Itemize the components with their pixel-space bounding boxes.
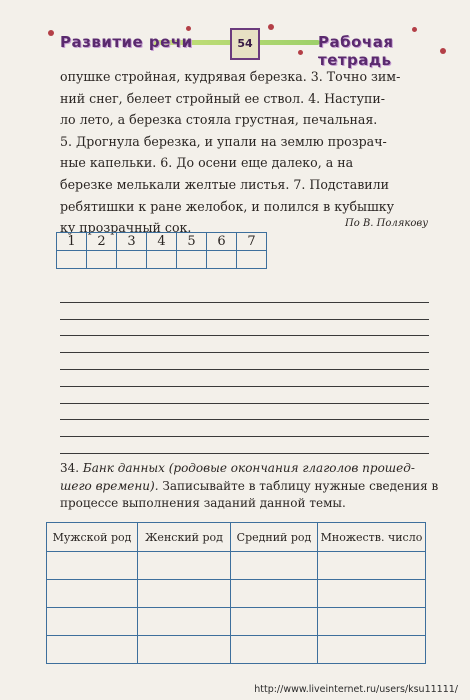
- task-line: процессе выполнения заданий данной темы.: [60, 496, 346, 510]
- column-header-feminine: Женский род: [138, 523, 231, 552]
- answer-cell[interactable]: [177, 251, 207, 269]
- task-number: 34.: [60, 461, 80, 475]
- passage-source: По В. Полякову: [345, 218, 428, 229]
- table-cell[interactable]: [47, 552, 138, 580]
- brand-title-right: Рабочая тетрадь: [318, 33, 394, 69]
- decor-dot: [186, 26, 191, 31]
- table-cell[interactable]: [138, 580, 231, 608]
- data-bank-table: [46, 522, 426, 664]
- passage-line: ло лето, а березка стояла грустная, печальная.: [60, 112, 378, 128]
- decor-dot: [412, 27, 417, 32]
- table-cell[interactable]: [47, 636, 138, 664]
- passage-line: ребятишки к ране желобок, и полился в кубышку: [60, 198, 395, 214]
- table-row: [47, 580, 426, 608]
- number-grid-cell: 7: [237, 233, 267, 251]
- source-url: http://www.liveinternet.ru/users/ksu11111/: [254, 684, 458, 695]
- answer-cell[interactable]: [147, 251, 177, 269]
- task-note: (родовые окончания глаголов прошед-: [168, 461, 415, 475]
- column-header-masculine: Мужской род: [47, 523, 138, 552]
- writing-line[interactable]: [60, 387, 429, 404]
- answer-cell[interactable]: [237, 251, 267, 269]
- column-header-plural: Множеств. число: [318, 523, 426, 552]
- table-cell[interactable]: [47, 608, 138, 636]
- table-cell[interactable]: [231, 552, 318, 580]
- table-row: [47, 552, 426, 580]
- task-line: [60, 478, 439, 496]
- task-instruction: Записывайте в таблицу нужные сведения в: [158, 478, 439, 493]
- table-cell[interactable]: [138, 608, 231, 636]
- answer-cell[interactable]: [207, 251, 237, 269]
- task-title: Банк данных: [82, 461, 165, 475]
- table-cell[interactable]: [47, 580, 138, 608]
- table-cell[interactable]: [318, 608, 426, 636]
- number-grid: [56, 232, 267, 269]
- bank-table-header-row: [47, 523, 426, 552]
- answer-cell[interactable]: [57, 251, 87, 269]
- table-cell[interactable]: [318, 580, 426, 608]
- writing-line[interactable]: [60, 437, 429, 454]
- table-cell[interactable]: [231, 580, 318, 608]
- table-cell[interactable]: [138, 552, 231, 580]
- brand-title-left: Развитие речи: [60, 33, 193, 51]
- page-number: 54: [230, 28, 260, 60]
- number-grid-cell: 6: [207, 233, 237, 251]
- writing-line[interactable]: [60, 303, 429, 320]
- decor-dot: [48, 30, 54, 36]
- table-row: [47, 636, 426, 664]
- writing-line[interactable]: [60, 420, 429, 437]
- table-cell[interactable]: [318, 636, 426, 664]
- writing-line[interactable]: [60, 404, 429, 421]
- passage-line: ку прозрачный сок.: [60, 220, 192, 236]
- task-line: [60, 460, 432, 478]
- number-grid-cell: 1: [57, 233, 87, 251]
- column-header-neuter: Средний род: [231, 523, 318, 552]
- writing-line[interactable]: [60, 370, 429, 387]
- passage-text: [60, 66, 432, 239]
- writing-line[interactable]: [60, 336, 429, 353]
- task-34: [60, 460, 439, 513]
- number-grid-cell: 3: [117, 233, 147, 251]
- table-row: [47, 608, 426, 636]
- answer-cell[interactable]: [117, 251, 147, 269]
- number-grid-cell: 5: [177, 233, 207, 251]
- page-header: [0, 0, 470, 69]
- table-cell[interactable]: [318, 552, 426, 580]
- decor-dot: [268, 24, 274, 30]
- number-grid-answer-row: [57, 251, 267, 269]
- number-grid-cell: 4: [147, 233, 177, 251]
- task-note-end: шего времени).: [60, 478, 159, 493]
- number-grid-cell: 2: [87, 233, 117, 251]
- writing-lines: [60, 286, 429, 454]
- answer-cell[interactable]: [87, 251, 117, 269]
- passage-line: ные капельки. 6. До осени еще далеко, а на: [60, 155, 354, 171]
- passage-line: опушке стройная, кудрявая березка. 3. Точно зим-: [60, 69, 401, 84]
- passage-line: 5. Дрогнула березка, и упали на землю прозрач-: [60, 133, 387, 149]
- table-cell[interactable]: [231, 636, 318, 664]
- writing-line[interactable]: [60, 320, 429, 337]
- number-grid-header-row: [57, 233, 267, 251]
- passage-line: березке мелькали желтые листья. 7. Подставили: [60, 176, 390, 192]
- decor-dot: [298, 50, 303, 55]
- writing-line[interactable]: [60, 286, 429, 303]
- table-cell[interactable]: [231, 608, 318, 636]
- writing-line[interactable]: [60, 353, 429, 370]
- table-cell[interactable]: [138, 636, 231, 664]
- passage-line: ний снег, белеет стройный ее ствол. 4. Наступи-: [60, 90, 386, 106]
